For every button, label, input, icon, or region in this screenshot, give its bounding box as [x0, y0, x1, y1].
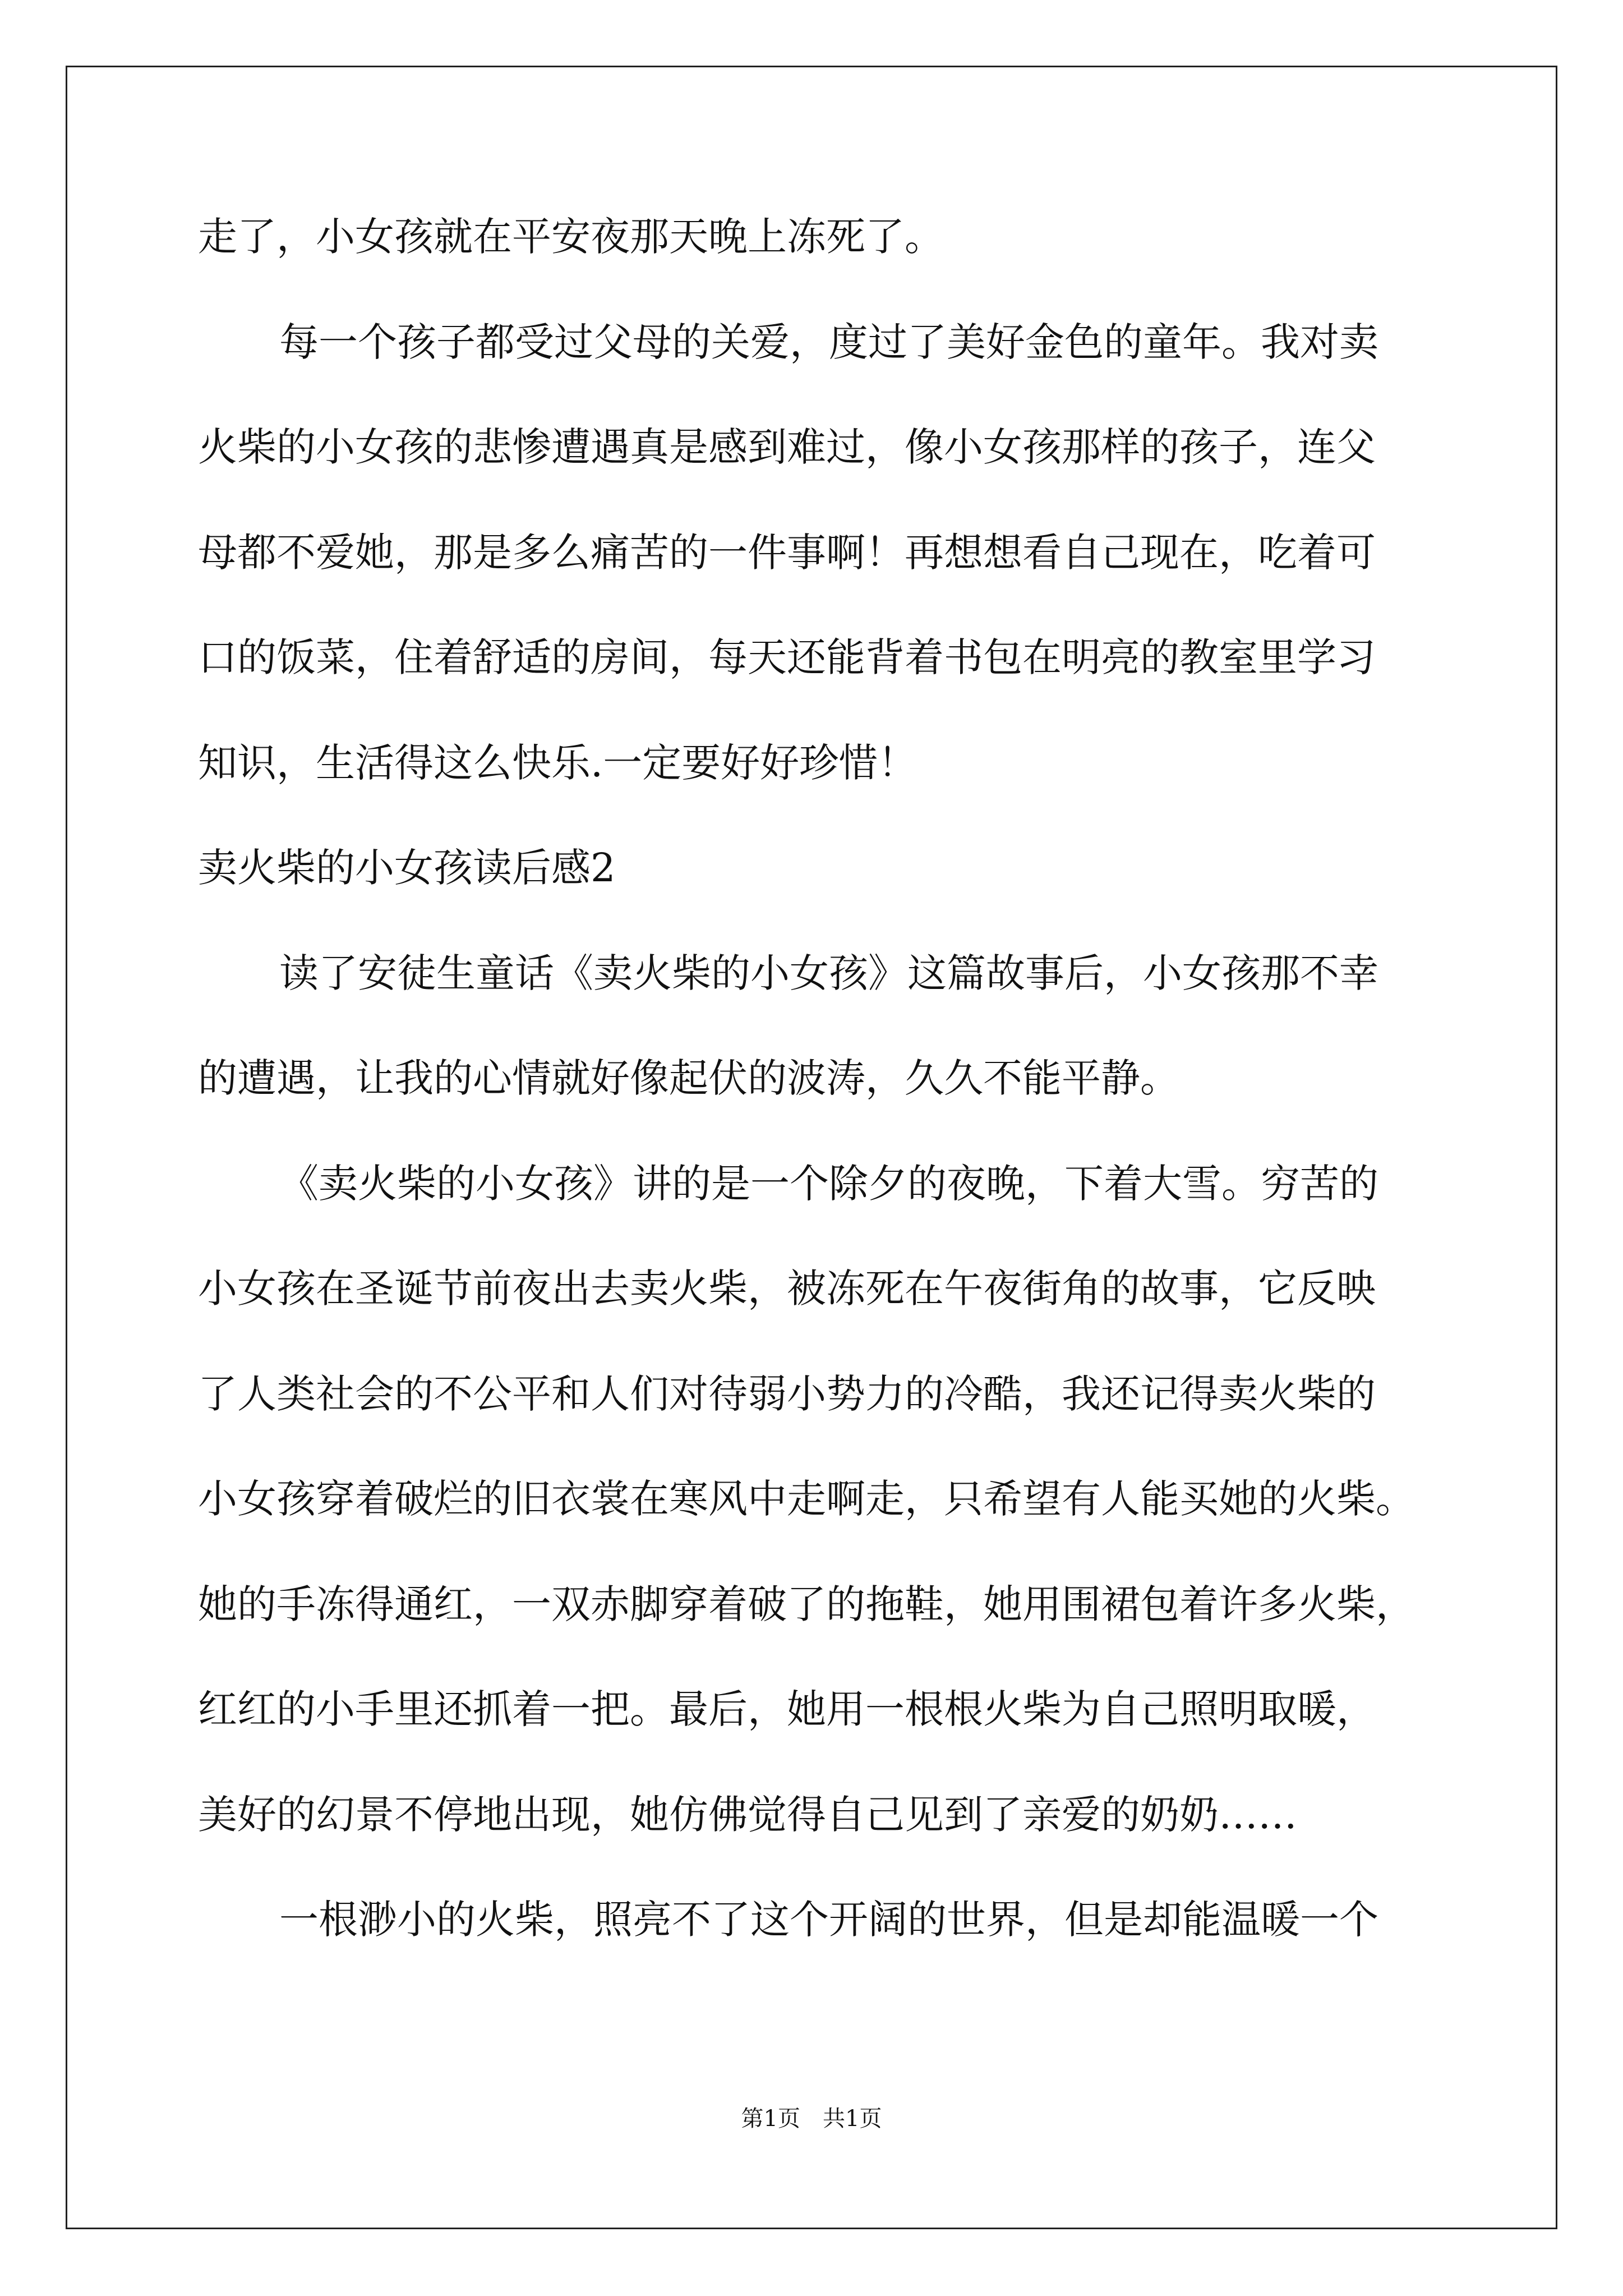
text-line: 口的饭菜，住着舒适的房间，每天还能背着书包在明亮的教室里学习	[198, 634, 1376, 680]
page-number-total: 共1页	[823, 2106, 882, 2132]
text-line: 《卖火柴的小女孩》讲的是一个除夕的夜晚，下着大雪。穷苦的	[279, 1160, 1378, 1207]
text-line: 她的手冻得通红，一双赤脚穿着破了的拖鞋，她用围裙包着许多火柴，	[198, 1581, 1415, 1627]
text-line: 母都不爱她，那是多么痛苦的一件事啊！再想想看自己现在，吃着可	[198, 529, 1376, 576]
text-line: 走了，小女孩就在平安夜那天晚上冻死了。	[198, 214, 944, 260]
text-line: 读了安徒生童话《卖火柴的小女孩》这篇故事后，小女孩那不幸	[279, 950, 1378, 996]
text-line: 小女孩在圣诞节前夜出去卖火柴，被冻死在午夜街角的故事，它反映	[198, 1266, 1376, 1312]
text-line: 火柴的小女孩的悲惨遭遇真是感到难过，像小女孩那样的孩子，连父	[198, 424, 1376, 470]
text-line: 的遭遇，让我的心情就好像起伏的波涛，久久不能平静。	[198, 1055, 1179, 1101]
text-line: 了人类社会的不公平和人们对待弱小势力的冷酷，我还记得卖火柴的	[198, 1370, 1376, 1417]
page-footer	[0, 2101, 1623, 2133]
text-line: 每一个孩子都受过父母的关爱，度过了美好金色的童年。我对卖	[279, 319, 1378, 365]
text-line: 卖火柴的小女孩读后感2	[198, 845, 616, 891]
page-number-current: 第1页	[741, 2106, 800, 2132]
text-line: 小女孩穿着破烂的旧衣裳在寒风中走啊走，只希望有人能买她的火柴。	[198, 1476, 1415, 1522]
text-line: 美好的幻景不停地出现，她仿佛觉得自己见到了亲爱的奶奶……	[198, 1791, 1297, 1838]
text-line: 知识，生活得这么快乐.一定要好好珍惜！	[198, 739, 917, 786]
text-line: 一根渺小的火柴，照亮不了这个开阔的世界，但是却能温暖一个	[279, 1897, 1378, 1943]
text-line: 红红的小手里还抓着一把。最后，她用一根根火柴为自己照明取暖，	[198, 1686, 1376, 1732]
